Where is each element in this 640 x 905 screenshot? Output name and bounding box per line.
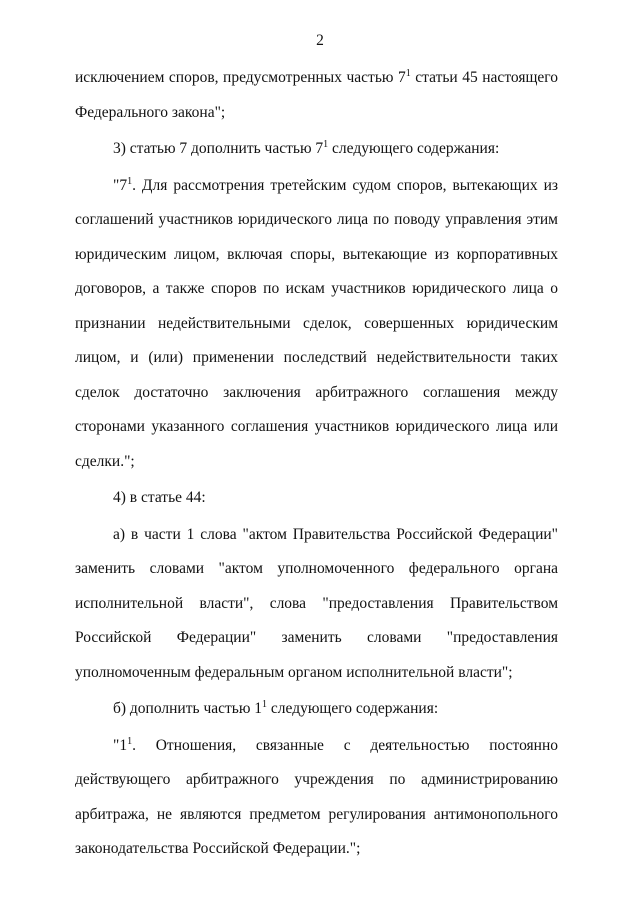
paragraph-subitem-a <box>75 518 558 691</box>
paragraph-item-3 <box>75 132 558 167</box>
paragraph-text: б) дополнить частью 1 <box>113 700 263 717</box>
paragraph-text: 4) в статье 44: <box>113 489 206 506</box>
paragraph-continuation <box>75 61 558 130</box>
paragraph-quoted-article-7-1 <box>75 169 558 480</box>
paragraph-text: а) в части 1 слова "актом Правительства Российской Федерации" заменить словами "актом уполномоченного федерального органа исполнительной власти", слова "предоставления Правительством Российской Федерации" заменить словами "предоставления уполномоченным федеральным органом исполнительной власти"; <box>75 525 558 681</box>
paragraph-text: "1 <box>113 736 128 754</box>
paragraph-text: статьи 45 настоящего Федерального закона"; <box>75 69 559 121</box>
superscript: 1 <box>262 699 268 710</box>
paragraph-quoted-part-1-1 <box>75 729 558 867</box>
paragraph-text: 3) статью 7 дополнить частью 7 <box>113 140 324 157</box>
superscript: 1 <box>127 735 133 747</box>
paragraph-text: следующего содержания: <box>328 140 500 157</box>
paragraph-subitem-b <box>75 692 558 727</box>
page-number: 2 <box>316 32 324 49</box>
paragraph-text: . Отношения, связанные с деятельностью постоянно действующего арбитражного учреждения по администрированию арбитража, не являются предметом регулирования антимонопольного законодательства Российской Федерации."; <box>75 736 558 857</box>
paragraph-text: "7 <box>113 176 128 194</box>
superscript: 1 <box>405 68 411 79</box>
superscript: 1 <box>127 175 133 187</box>
paragraph-item-4 <box>75 481 558 516</box>
paragraph-text: исключением споров, предусмотренных частью 7 <box>75 69 406 86</box>
paragraph-text: следующего содержания: <box>267 700 439 717</box>
superscript: 1 <box>323 139 329 150</box>
document-body <box>75 61 558 867</box>
paragraph-text: . Для рассмотрения третейским судом споров, вытекающих из соглашений участников юридического лица по поводу управления этим юридическим лицом, включая споры, вытекающие из корпоративных договоров, а также споров по искам участников юридического лица о признании недействительными сделок, совершенных юридическим лицом, и (или) применении последствий недействительности таких сделок достаточно заключения арбитражного соглашения между сторонами указанного соглашения участников юридического лица или сделки."; <box>75 176 558 470</box>
